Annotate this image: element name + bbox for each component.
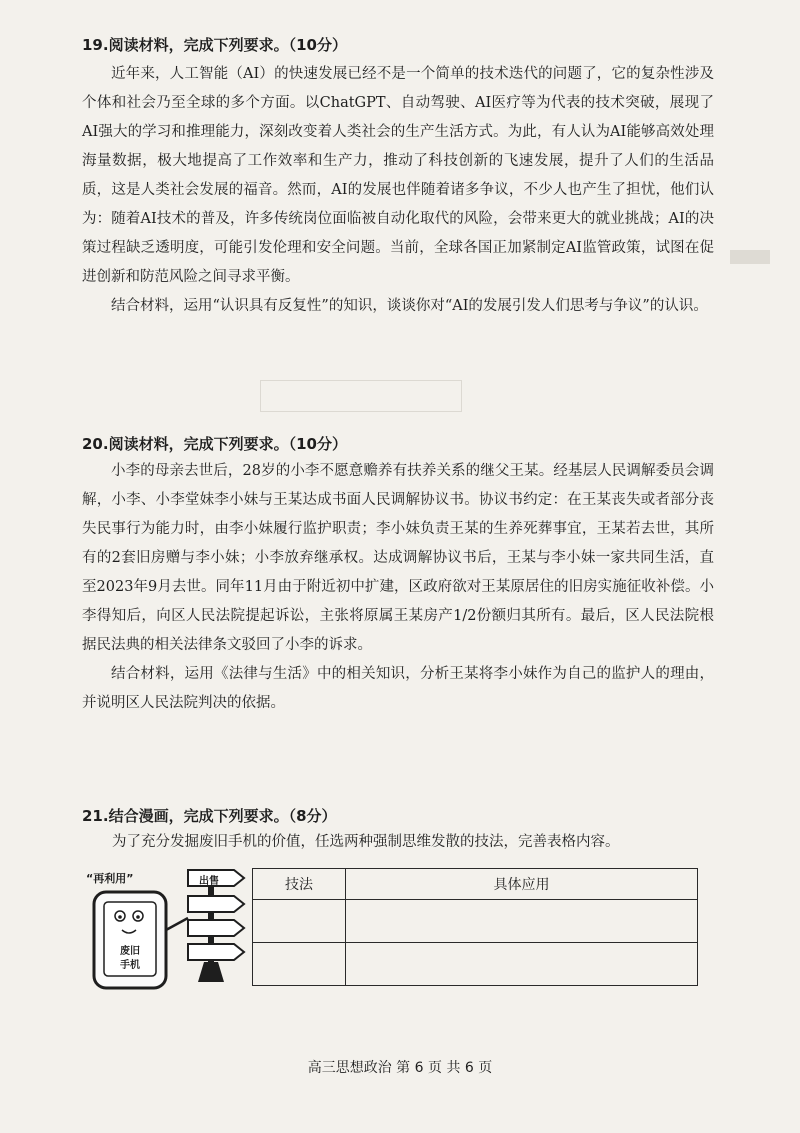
phone-label-old: 废旧 bbox=[120, 946, 140, 957]
table-cell-application-1[interactable] bbox=[346, 900, 698, 943]
sign-arrow-blank bbox=[188, 896, 244, 912]
sign-arrow-blank bbox=[188, 944, 244, 960]
table-header-row bbox=[253, 869, 698, 900]
cartoon-callout: “再利用” bbox=[86, 872, 134, 885]
question-19-material: 近年来，人工智能（AI）的快速发展已经不是一个简单的技术迭代的问题了，它的复杂性涉及个体和社会乃至全球的多个方面。以ChatGPT、自动驾驶、AI医疗等为代表的技术突破，展现了AI强大的学习和推理能力，深刻改变着人类社会的生产生活方式。为此，有人认为AI能够高效处理海量数据，极大地提高了工作效率和生产力，推动了科技创新的飞速发展，提升了人们的生活品质，这是人类社会发展的福音。然而，AI的发展也伴随着诸多争议，不少人也产生了担忧，他们认为：随着AI技术的普及，许多传统岗位面临被自动化取代的风险，会带来更大的就业挑战；AI的决策过程缺乏透明度，可能引发伦理和安全问题。当前，全球各国正加紧制定AI监管政策，试图在促进创新和防范风险之间寻求平衡。 bbox=[82, 66, 714, 285]
bleed-through-mark bbox=[260, 380, 462, 412]
table-row bbox=[253, 900, 698, 943]
answer-table bbox=[252, 868, 698, 986]
phone-arm bbox=[166, 918, 188, 930]
bleed-through-mark bbox=[730, 250, 770, 264]
table-cell-technique-1[interactable] bbox=[253, 900, 346, 943]
question-21-title: 21.结合漫画，完成下列要求。（8分） bbox=[82, 807, 337, 825]
question-21-instruction: 为了充分发掘废旧手机的价值，任选两种强制思维发散的技法，完善表格内容。 bbox=[112, 834, 620, 850]
table-cell-technique-2[interactable] bbox=[253, 943, 346, 986]
phone-pupil-right bbox=[136, 915, 140, 919]
phone-pupil-left bbox=[118, 915, 122, 919]
signpost-base bbox=[198, 962, 224, 982]
question-19-title: 19.阅读材料，完成下列要求。（10分） bbox=[82, 36, 347, 54]
table-cell-application-2[interactable] bbox=[346, 943, 698, 986]
table-header-technique: 技法 bbox=[253, 869, 346, 900]
question-20-prompt: 结合材料，运用《法律与生活》中的相关知识，分析王某将李小妹作为自己的监护人的理由，并说明区人民法院判决的依据。 bbox=[82, 666, 714, 711]
sign-arrow-blank bbox=[188, 920, 244, 936]
table-header-application: 具体应用 bbox=[346, 869, 698, 900]
table-row bbox=[253, 943, 698, 986]
question-19-prompt: 结合材料，运用“认识具有反复性”的知识，谈谈你对“AI的发展引发人们思考与争议”的认识。 bbox=[111, 298, 708, 314]
question-20-material: 小李的母亲去世后，28岁的小李不愿意赡养有扶养关系的继父王某。经基层人民调解委员会调解，小李、小李堂妹李小妹与王某达成书面人民调解协议书。协议书约定：在王某丧失或者部分丧失民事行为能力时，由李小妹履行监护职责；李小妹负责王某的生养死葬事宜，王某若去世，其所有的2套旧房赠与李小妹；小李放弃继承权。达成调解协议书后，王某与李小妹一家共同生活，直至2023年9月去世。同年11月由于附近初中扩建，区政府欲对王某原居住的旧房实施征收补偿。小李得知后，向区人民法院提起诉讼，主张将原属王某房产1/2份额归其所有。最后，区人民法院根据民法典的相关法律条文驳回了小李的诉求。 bbox=[82, 463, 714, 653]
cartoon-illustration bbox=[84, 858, 254, 998]
page-footer: 高三思想政治 第 6 页 共 6 页 bbox=[307, 1060, 493, 1076]
phone-label-phone: 手机 bbox=[120, 960, 140, 971]
question-20-title: 20.阅读材料，完成下列要求。（10分） bbox=[82, 435, 347, 453]
sign-label-sell: 出售 bbox=[199, 876, 219, 887]
